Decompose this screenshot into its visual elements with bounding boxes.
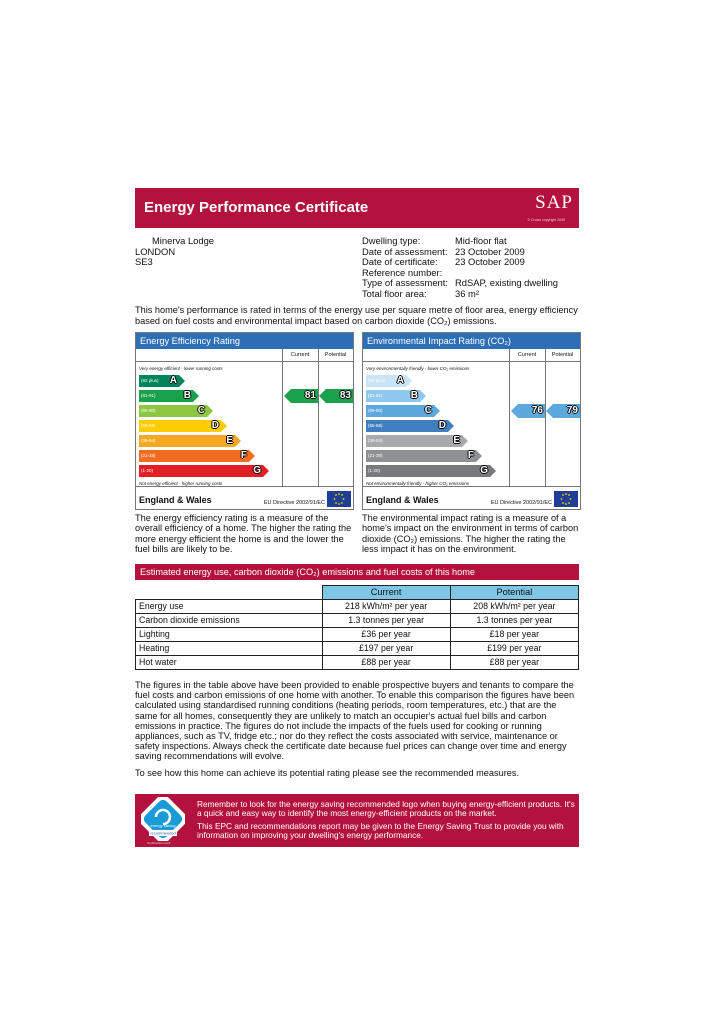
band-range: (21-38)	[141, 453, 156, 458]
band-range: (92 plus)	[141, 378, 159, 383]
detail-label: Reference number:	[362, 266, 443, 278]
band-range: (81-91)	[141, 393, 156, 398]
detail-row	[362, 289, 558, 300]
band-range: (1-20)	[368, 468, 381, 473]
certificate-title: Energy Performance Certificate	[144, 199, 369, 216]
column-divider	[509, 349, 510, 487]
detail-value: 23 October 2009	[455, 245, 525, 257]
costs-section-title: Estimated energy use, carbon dioxide (CO₂) emissions and fuel costs of this home	[140, 567, 475, 577]
rating-band-c	[139, 405, 207, 417]
band-range: (81-91)	[368, 393, 383, 398]
current-rating-arrow: 81	[291, 389, 318, 403]
detail-value: Mid-floor flat	[455, 235, 507, 246]
table-cell: Carbon dioxide emissions	[136, 614, 323, 628]
column-potential: Potential	[324, 352, 347, 358]
table-cell: £36 per year	[322, 628, 450, 642]
address-line-1: Minerva Lodge	[152, 235, 215, 246]
row-divider	[363, 361, 580, 362]
eu-flag-icon	[327, 491, 351, 507]
detail-label: Total floor area:	[362, 287, 427, 299]
table-cell: 218 kWh/m² per year	[322, 600, 450, 614]
band-letter: D	[211, 420, 219, 431]
band-letter: E	[453, 435, 460, 446]
column-divider	[545, 349, 546, 487]
panel-title: Energy Efficiency Rating	[136, 333, 353, 349]
row-divider	[363, 486, 580, 487]
top-note: Very environmentally friendly - lower CO₂ emissions	[366, 366, 470, 371]
panel-title: Environmental Impact Rating (CO₂)	[363, 333, 580, 349]
band-range: (21-38)	[368, 453, 383, 458]
eu-directive: EU Directive 2002/91/EC	[263, 499, 325, 506]
bottom-note: Not environmentally friendly - higher CO₂ emissions	[366, 481, 470, 486]
detail-row	[362, 236, 558, 247]
sap-logo-subtext: © Crown copyright 2009	[527, 218, 565, 222]
footer-text-1: Remember to look for the energy saving recommended logo when buying energy-efficient products. It's a quick and easy way to identify the most energy-efficient products on the market.	[197, 799, 575, 819]
row-divider	[136, 486, 353, 487]
logo-top-text: energy saving	[150, 823, 176, 828]
band-letter: A	[169, 375, 177, 386]
logo-bottom-text: recommended	[150, 830, 176, 836]
costs-section-header	[135, 564, 579, 580]
column-current: Current	[290, 352, 310, 358]
band-range: (69-80)	[141, 408, 156, 413]
table-cell: Hot water	[136, 656, 323, 670]
logo-caption: Certification mark	[147, 841, 171, 845]
table-row	[136, 642, 579, 656]
rating-band-g	[366, 465, 490, 477]
environment-description: The environmental impact rating is a measure of a home's impact on the environment in terms of carbon dioxide (CO₂) emissions. The higher the rating the less impact it has on the environment.	[362, 513, 579, 555]
property-address	[135, 236, 214, 268]
table-cell: £88 per year	[450, 656, 578, 670]
column-current: Current	[517, 352, 537, 358]
region-label: England & Wales	[139, 495, 212, 505]
energy-saving-recommended-logo	[141, 797, 185, 841]
dwelling-details	[362, 236, 558, 300]
table-header-row	[136, 586, 579, 600]
rating-band-b	[139, 390, 193, 402]
column-divider	[318, 349, 319, 487]
band-range: (55-68)	[141, 423, 156, 428]
rating-band-e	[366, 435, 462, 447]
band-letter: G	[253, 465, 261, 476]
band-range: (39-54)	[368, 438, 383, 443]
bottom-note: Not energy efficient - higher running costs	[139, 481, 223, 486]
table-row	[136, 628, 579, 642]
table-cell: £199 per year	[450, 642, 578, 656]
band-letter: C	[197, 405, 205, 416]
table-cell: Energy use	[136, 600, 323, 614]
region-label: England & Wales	[366, 495, 439, 505]
rating-band-b	[366, 390, 420, 402]
table-cell: £197 per year	[322, 642, 450, 656]
detail-value: RdSAP, existing dwelling	[455, 277, 559, 289]
sap-logo: SAP	[535, 192, 573, 213]
detail-value: 36 m²	[455, 287, 479, 299]
band-range: (1-20)	[141, 468, 154, 473]
table-row	[136, 600, 579, 614]
table-row	[136, 656, 579, 670]
rating-band-e	[139, 435, 235, 447]
rating-band-c	[366, 405, 434, 417]
column-potential: Potential	[551, 352, 574, 358]
detail-label: Date of assessment:	[362, 245, 448, 257]
intro-text: This home's performance is rated in terms of the energy use per square metre of floor area, energy efficiency based on fuel costs and environmental impact based on carbon dioxide (CO₂) emissions.	[135, 305, 578, 326]
band-letter: G	[480, 465, 488, 476]
band-letter: A	[396, 375, 404, 386]
table-cell: £18 per year	[450, 628, 578, 642]
table-header-current: Current	[322, 586, 450, 600]
band-range: (39-54)	[141, 438, 156, 443]
see-measures-text: To see how this home can achieve its potential rating please see the recommended measures.	[135, 768, 520, 778]
band-range: (92 plus)	[368, 378, 386, 383]
detail-label: Type of assessment:	[362, 277, 448, 289]
potential-rating-arrow: 79	[553, 404, 580, 418]
table-cell: 208 kWh/m² per year	[450, 600, 578, 614]
band-range: (69-80)	[368, 408, 383, 413]
rating-band-a	[366, 375, 406, 387]
rating-band-g	[139, 465, 263, 477]
table-cell: 1.3 tonnes per year	[450, 614, 578, 628]
rating-band-d	[139, 420, 221, 432]
address-line-3: SE3	[135, 256, 153, 268]
table-row	[136, 614, 579, 628]
table-cell: Lighting	[136, 628, 323, 642]
detail-value: 23 October 2009	[455, 256, 525, 268]
footer-text-2: This EPC and recommendations report may be given to the Energy Saving Trust to provide you with information on improving your dwelling's energy performance.	[197, 821, 564, 841]
certificate-header	[135, 188, 579, 228]
rating-band-f	[139, 450, 249, 462]
table-cell: 1.3 tonnes per year	[322, 614, 450, 628]
table-cell: Heating	[136, 642, 323, 656]
table-header-potential: Potential	[450, 586, 578, 600]
table-cell: £88 per year	[322, 656, 450, 670]
band-letter: D	[438, 420, 446, 431]
explanation-text: The figures in the table above have been provided to enable prospective buyers and tenants to compare the fuel costs and carbon emissions of one home with another. To enable this comparison the figures have been calculated using standardised running conditions (heating periods, room temperatures, etc.) that are the same for all homes, consequently they are unlikely to match an occupier's actual fuel bills and carbon emissions in practice. The figures do not include the impacts of the fuels used for cooking or running appliances, such as TV, fridge etc.; nor do they reflect the costs associated with service, maintenance or safety inspections. Always check the certificate date because fuel prices can change over time and energy saving recommendations will evolve.	[135, 680, 575, 762]
band-letter: F	[240, 450, 247, 461]
current-rating-arrow: 76	[518, 404, 545, 418]
band-letter: B	[410, 390, 418, 401]
eu-directive: EU Directive 2002/91/EC	[490, 499, 552, 506]
energy-saving-footer	[135, 794, 579, 847]
band-range: (55-68)	[368, 423, 383, 428]
rating-band-f	[366, 450, 476, 462]
environmental-impact-panel	[362, 332, 581, 510]
top-note: Very energy efficient - lower running costs	[139, 366, 223, 371]
rating-band-a	[139, 375, 179, 387]
eu-flag-icon	[554, 491, 578, 507]
detail-label: Dwelling type:	[362, 235, 421, 246]
band-letter: F	[467, 450, 474, 461]
rating-band-d	[366, 420, 448, 432]
row-divider	[136, 361, 353, 362]
column-divider	[282, 349, 283, 487]
band-letter: E	[226, 435, 233, 446]
band-letter: C	[424, 405, 432, 416]
address-line-2: LONDON	[135, 245, 176, 257]
efficiency-description: The energy efficiency rating is a measure of the overall efficiency of a home. The higher the rating the more energy efficient the home is and the lower the fuel bills are likely to be.	[135, 513, 352, 555]
costs-table	[135, 585, 579, 670]
potential-rating-arrow: 83	[326, 389, 353, 403]
table-header-cell	[136, 586, 323, 600]
band-letter: B	[183, 390, 191, 401]
detail-label: Date of certificate:	[362, 256, 438, 268]
energy-efficiency-panel	[135, 332, 354, 510]
